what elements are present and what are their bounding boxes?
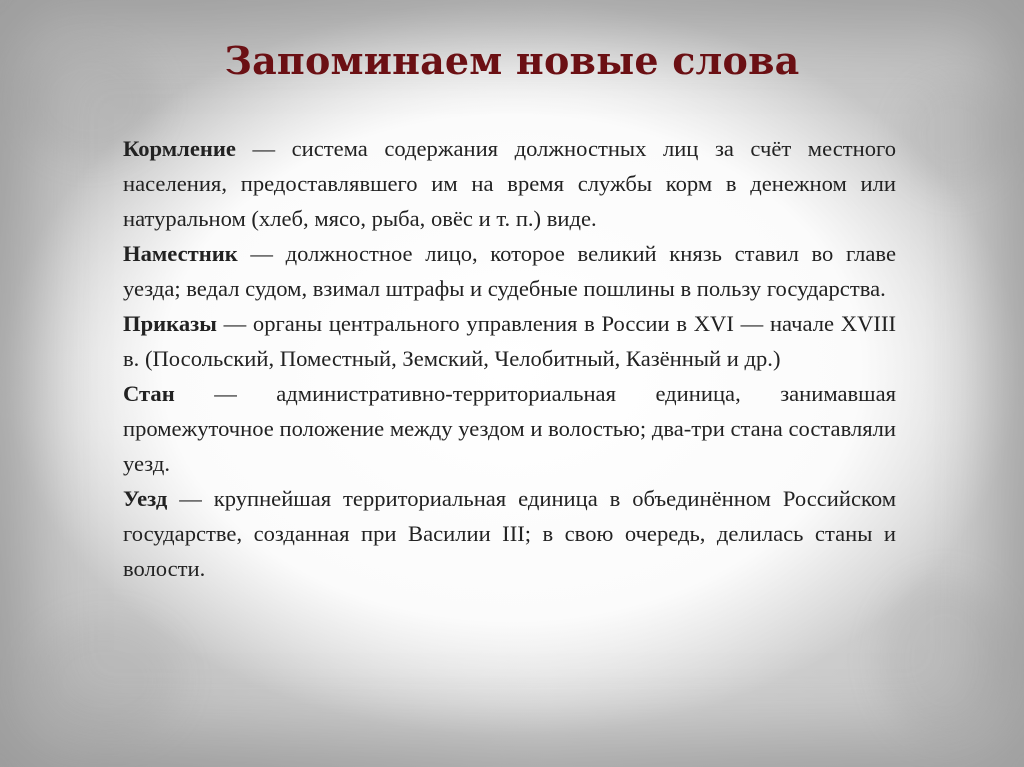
glossary-definition: — должностное лицо, которое великий князь ставил во главе уезда; ведал судом, взимал штрафы и судебные пошлины в пользу государства. [123, 241, 896, 301]
glossary-entry-uezd [123, 481, 896, 586]
glossary-term: Стан [123, 381, 175, 406]
slide-title: Запоминаем новые слова [224, 38, 800, 83]
paper-stain [900, 80, 1010, 190]
glossary-entry-prikazy [123, 306, 896, 376]
glossary-definition: — органы центрального управления в России в XVI — начале XVIII в. (Посольский, Поместный, Земский, Челобитный, Казённый и др.) [123, 311, 896, 371]
glossary-definition: — система содержания должностных лиц за счёт местного населения, предоставлявшего им на время службы корм в денежном или натуральном (хлеб, мясо, рыба, овёс и т. п.) виде. [123, 136, 896, 231]
glossary-term: Кормление [123, 136, 236, 161]
glossary-definition: — административно-территориальная единица, занимавшая промежуточное положение между уездом и волостью; два-три стана составляли уезд. [123, 381, 896, 476]
glossary-term: Приказы [123, 311, 217, 336]
paper-stain [880, 580, 1010, 740]
glossary-definition: — крупнейшая территориальная единица в объединённом Российском государстве, созданная при Василии III; в свою очередь, делилась станы и волости. [123, 486, 896, 581]
paper-stain [30, 620, 180, 740]
glossary-entry-kormlenie [123, 131, 896, 236]
glossary-term: Наместник [123, 241, 238, 266]
glossary-term: Уезд [123, 486, 168, 511]
glossary [123, 131, 896, 586]
glossary-entry-stan [123, 376, 896, 481]
glossary-entry-namestnik [123, 236, 896, 306]
